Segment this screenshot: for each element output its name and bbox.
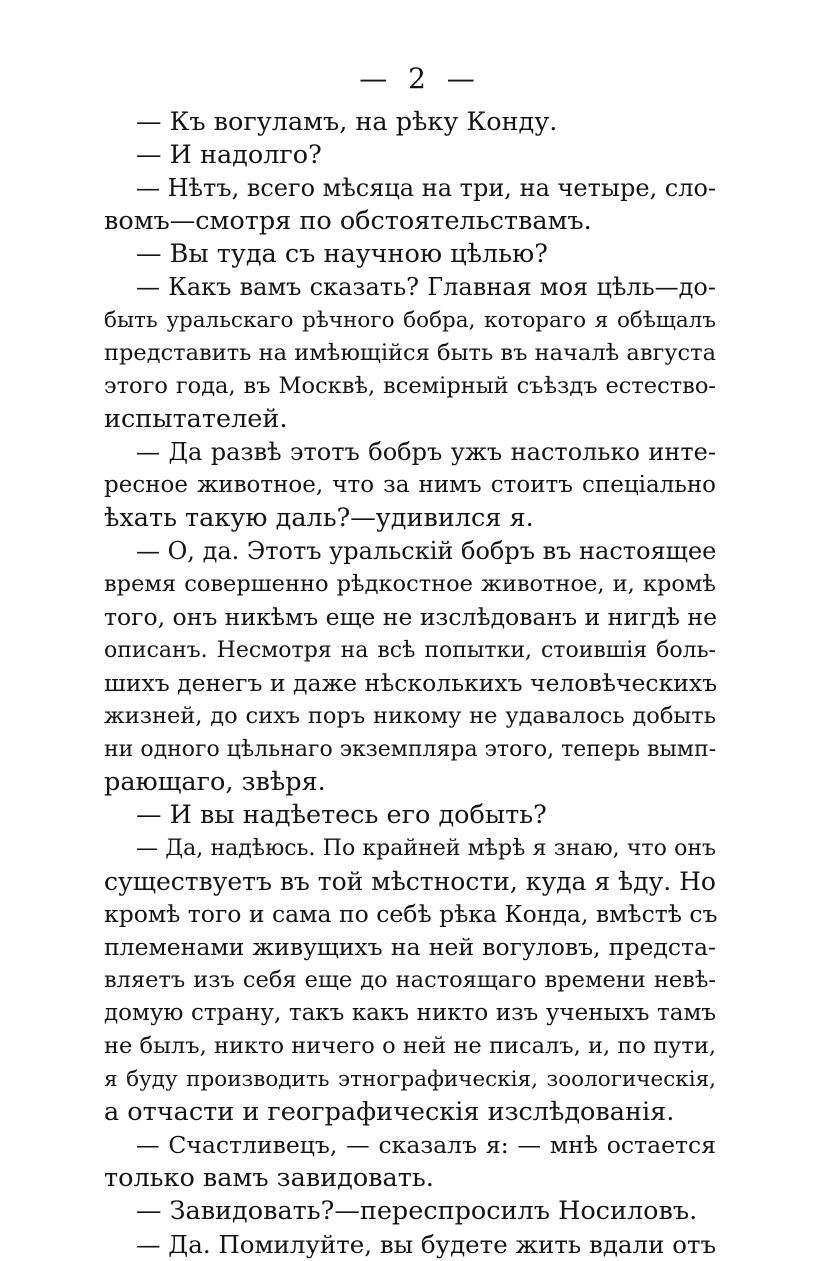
text-line: — Нѣтъ, всего мѣсяца на три, на четыре, сло- [136,174,717,202]
text-line: — О, да. Этотъ уральскій бобръ въ настоящее [136,537,717,565]
text-line: того, онъ никѣмъ еще не изслѣдованъ и нигдѣ не [104,603,717,631]
text-line: — И вы надѣетесь его добыть? [136,800,547,830]
text-line: — Къ вогуламъ, на рѣку Конду. [136,107,558,137]
text-line: время совершенно рѣдкостное животное, и, кромѣ [104,571,716,597]
text-line: — Да, надѣюсь. По крайней мѣрѣ я знаю, что онъ [136,836,716,861]
text-line: не былъ, никто ничего о ней не писалъ, и, по пути, [104,1033,716,1059]
text-line: рающаго, звѣря. [104,767,326,797]
text-line: — И надолго? [136,140,322,170]
text-line: ни одного цѣльнаго экземпляра этого, теперь вымп- [104,737,717,762]
text-line: домую страну, такъ какъ никто изъ ученыхъ тамъ [104,1000,716,1026]
text-line: — Счастливецъ, — сказалъ я: — мнѣ остается [136,1131,716,1159]
page-number: — 2 — [359,62,481,95]
text-line: я буду производить этнографическія, зоологическія, [104,1067,716,1092]
text-line: — Какъ вамъ сказать? Главная моя цѣль—до- [136,273,716,301]
text-line: этого года, въ Москвѣ, всемірный съѣздъ естество- [104,373,716,399]
text-line: ресное животное, что за нимъ стоитъ спеціально [104,472,716,498]
text-line: вляетъ изъ себя еще до настоящаго времени невѣ- [104,967,716,993]
text-line: ѣхать такую даль?—удивился я. [104,503,534,533]
text-line: кромѣ того и сама по себѣ рѣка Конда, вмѣстѣ съ [104,900,718,928]
text-line: — Да развѣ этотъ бобръ ужъ настолько инте- [136,438,716,466]
text-line: шихъ денегъ и даже нѣсколькихъ человѣческихъ [104,669,718,697]
text-line: — Вы туда съ научною цѣлью? [136,239,548,269]
text-line: племенами живущихъ на ней вогуловъ, предста- [104,933,716,961]
text-line: описанъ. Несмотря на всѣ попытки, стоившія боль- [104,638,716,663]
text-line: быть уральскаго рѣчного бобра, котораго я обѣщалъ [104,308,716,333]
text-line: испытателей. [104,404,288,434]
text-line: вомъ—смотря по обстоятельствамъ. [104,206,592,236]
text-line: а отчасти и географическія изслѣдованія. [104,1097,675,1127]
text-line: жизней, до сихъ поръ никому не удавалось добыть [104,703,716,729]
text-line: — Завидовать?—переспросилъ Носиловъ. [136,1196,698,1226]
text-line: представить на имѣющійся быть въ началѣ августа [104,340,716,366]
text-line: существуетъ въ той мѣстности, куда я ѣду. Но [104,867,716,896]
page-text [104,106,716,1261]
text-line: только вамъ завидовать. [104,1163,434,1193]
text-line: — Да. Помилуйте, вы будете жить вдали отъ [136,1230,717,1259]
